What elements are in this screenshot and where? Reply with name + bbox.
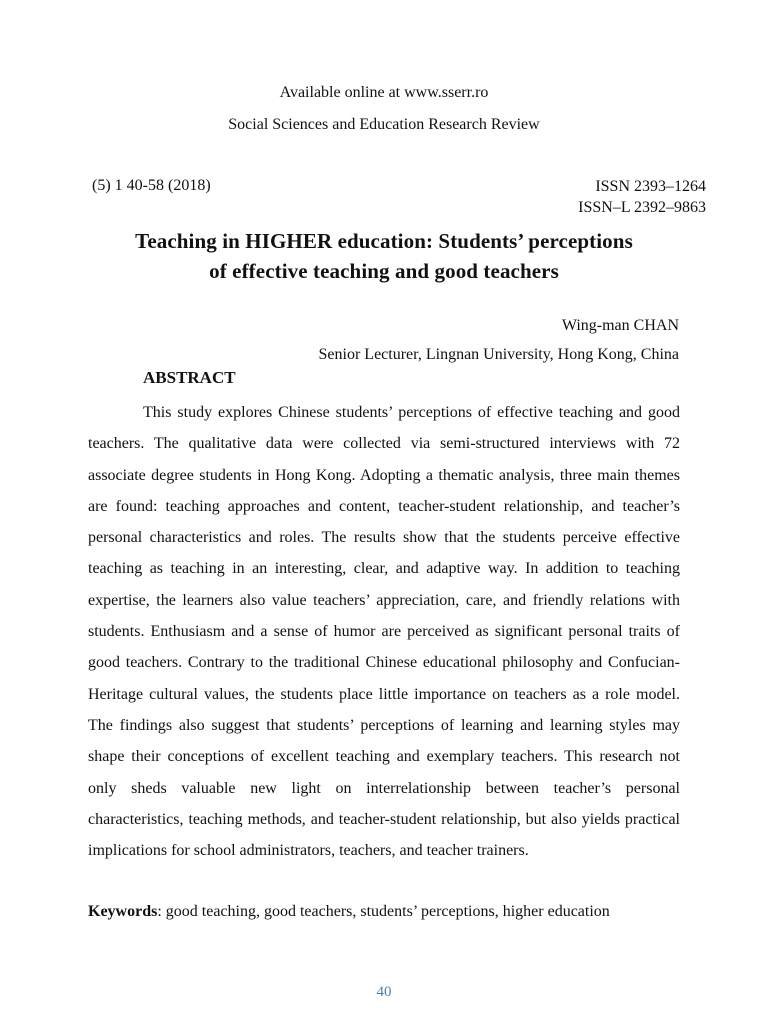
abstract-heading: ABSTRACT bbox=[143, 368, 236, 387]
paper-title bbox=[60, 226, 708, 286]
keywords-label: Keywords bbox=[88, 903, 158, 920]
issn-print: ISSN 2393–1264 bbox=[595, 178, 706, 195]
abstract-body: This study explores Chinese students’ perceptions of effective teaching and good teachers. The qualitative data were collected via semi-structured interviews with 72 associate degree students in Hong Kong. Adopting a thematic analysis, three main themes are found: teaching approaches and content, teacher-student relationship, and teacher’s personal characteristics and roles. The results show that the students perceive effective teaching as teaching in an interesting, clear, and adaptive way. In addition to teaching expertise, the learners also value teachers’ appreciation, care, and friendly relations with students. Enthusiasm and a sense of humor are perceived as significant personal traits of good teachers. Contrary to the traditional Chinese educational philosophy and Confucian-Heritage cultural values, the students place little importance on teachers as a role model. The findings also suggest that students’ perceptions of learning and learning styles may shape their conceptions of excellent teaching and exemplary teachers. This research not only sheds valuable new light on interrelationship between teacher’s personal characteristics, teaching methods, and teacher-student relationship, but also yields practical implications for school administrators, teachers, and teacher trainers. bbox=[88, 404, 680, 860]
issn-linking: ISSN–L 2392–9863 bbox=[578, 199, 706, 216]
author-name: Wing-man CHAN bbox=[561, 317, 679, 334]
issn-block bbox=[578, 176, 706, 218]
paper-title-line-2: of effective teaching and good teachers bbox=[209, 259, 559, 283]
keywords-line bbox=[88, 902, 610, 922]
journal-name: Social Sciences and Education Research Review bbox=[228, 116, 540, 133]
availability-line: Available online at www.sserr.ro bbox=[279, 84, 489, 101]
keywords-separator: : bbox=[157, 903, 166, 920]
page-number: 40 bbox=[376, 984, 392, 1000]
paper-title-line-1: Teaching in HIGHER education: Students’ perceptions bbox=[135, 229, 633, 253]
author-affiliation: Senior Lecturer, Lingnan University, Hong Kong, China bbox=[318, 346, 679, 363]
citation-info: (5) 1 40-58 (2018) bbox=[92, 177, 211, 194]
keywords-text: good teaching, good teachers, students’ perceptions, higher education bbox=[165, 903, 610, 920]
